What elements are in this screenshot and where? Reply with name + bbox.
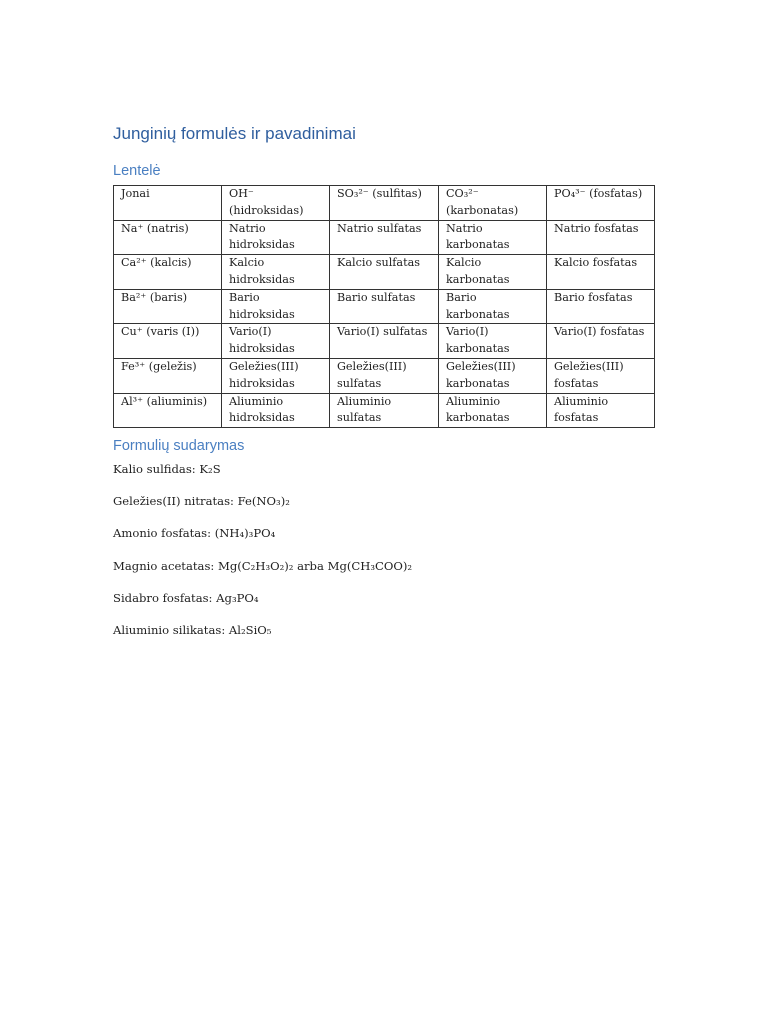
- ions-table: [113, 185, 655, 428]
- table-cell: Bario sulfatas: [330, 289, 439, 324]
- table-cell: Vario(I) sulfatas: [330, 324, 439, 359]
- formula-line: Sidabro fosfatas: Ag₃PO₄: [113, 590, 259, 605]
- table-cell: Cu⁺ (varis (I)): [114, 324, 222, 359]
- header-cell-ions: Jonai: [114, 186, 222, 221]
- table-cell: Natrio sulfatas: [330, 220, 439, 255]
- table-heading: Lentelė: [113, 163, 161, 179]
- formula-line: Amonio fosfatas: (NH₄)₃PO₄: [113, 526, 276, 541]
- header-cell-carbonate: CO₃²⁻ (karbonatas): [439, 186, 547, 221]
- formula-line: Geležies(II) nitratas: Fe(NO₃)₂: [113, 494, 290, 509]
- table-cell: Na⁺ (natris): [114, 220, 222, 255]
- document-title: Junginių formulės ir pavadinimai: [113, 124, 356, 143]
- formulas-list: [113, 461, 412, 654]
- formula-line: Kalio sulfidas: K₂S: [113, 462, 221, 476]
- formula-line: Aliuminio silikatas: Al₂SiO₅: [113, 622, 272, 637]
- table-cell: Bario hidroksidas: [222, 289, 330, 324]
- table-cell: Fe³⁺ (geležis): [114, 358, 222, 393]
- table-cell: Bario karbonatas: [439, 289, 547, 324]
- table-cell: Vario(I) fosfatas: [547, 324, 655, 359]
- table-cell: Ba²⁺ (baris): [114, 289, 222, 324]
- header-cell-phosphate: PO₄³⁻ (fosfatas): [547, 186, 655, 221]
- table-cell: Kalcio hidroksidas: [222, 255, 330, 290]
- table-cell: Geležies(III) sulfatas: [330, 358, 439, 393]
- table-row: [114, 324, 655, 359]
- table-cell: Al³⁺ (aliuminis): [114, 393, 222, 428]
- table-cell: Aliuminio hidroksidas: [222, 393, 330, 428]
- table-cell: Kalcio fosfatas: [547, 255, 655, 290]
- table-cell: Ca²⁺ (kalcis): [114, 255, 222, 290]
- table-row: [114, 393, 655, 428]
- table-cell: Vario(I) hidroksidas: [222, 324, 330, 359]
- table-cell: Geležies(III) hidroksidas: [222, 358, 330, 393]
- table-cell: Aliuminio sulfatas: [330, 393, 439, 428]
- table-cell: Kalcio sulfatas: [330, 255, 439, 290]
- table-cell: Vario(I) karbonatas: [439, 324, 547, 359]
- table-cell: Geležies(III) fosfatas: [547, 358, 655, 393]
- table-cell: Aliuminio fosfatas: [547, 393, 655, 428]
- table-cell: Bario fosfatas: [547, 289, 655, 324]
- header-cell-hydroxide: OH⁻ (hidroksidas): [222, 186, 330, 221]
- table-row: [114, 358, 655, 393]
- table-row: [114, 220, 655, 255]
- table-row: [114, 255, 655, 290]
- table-cell: Natrio karbonatas: [439, 220, 547, 255]
- table-row: [114, 289, 655, 324]
- formula-line: Magnio acetatas: Mg(C₂H₃O₂)₂ arba Mg(CH₃COO)₂: [113, 558, 413, 573]
- table-cell: Natrio hidroksidas: [222, 220, 330, 255]
- table-cell: Natrio fosfatas: [547, 220, 655, 255]
- table-header-row: [114, 186, 655, 221]
- table-cell: Geležies(III) karbonatas: [439, 358, 547, 393]
- table-cell: Aliuminio karbonatas: [439, 393, 547, 428]
- table-cell: Kalcio karbonatas: [439, 255, 547, 290]
- formulas-heading: Formulių sudarymas: [113, 438, 245, 454]
- header-cell-sulfite: SO₃²⁻ (sulfitas): [330, 186, 439, 221]
